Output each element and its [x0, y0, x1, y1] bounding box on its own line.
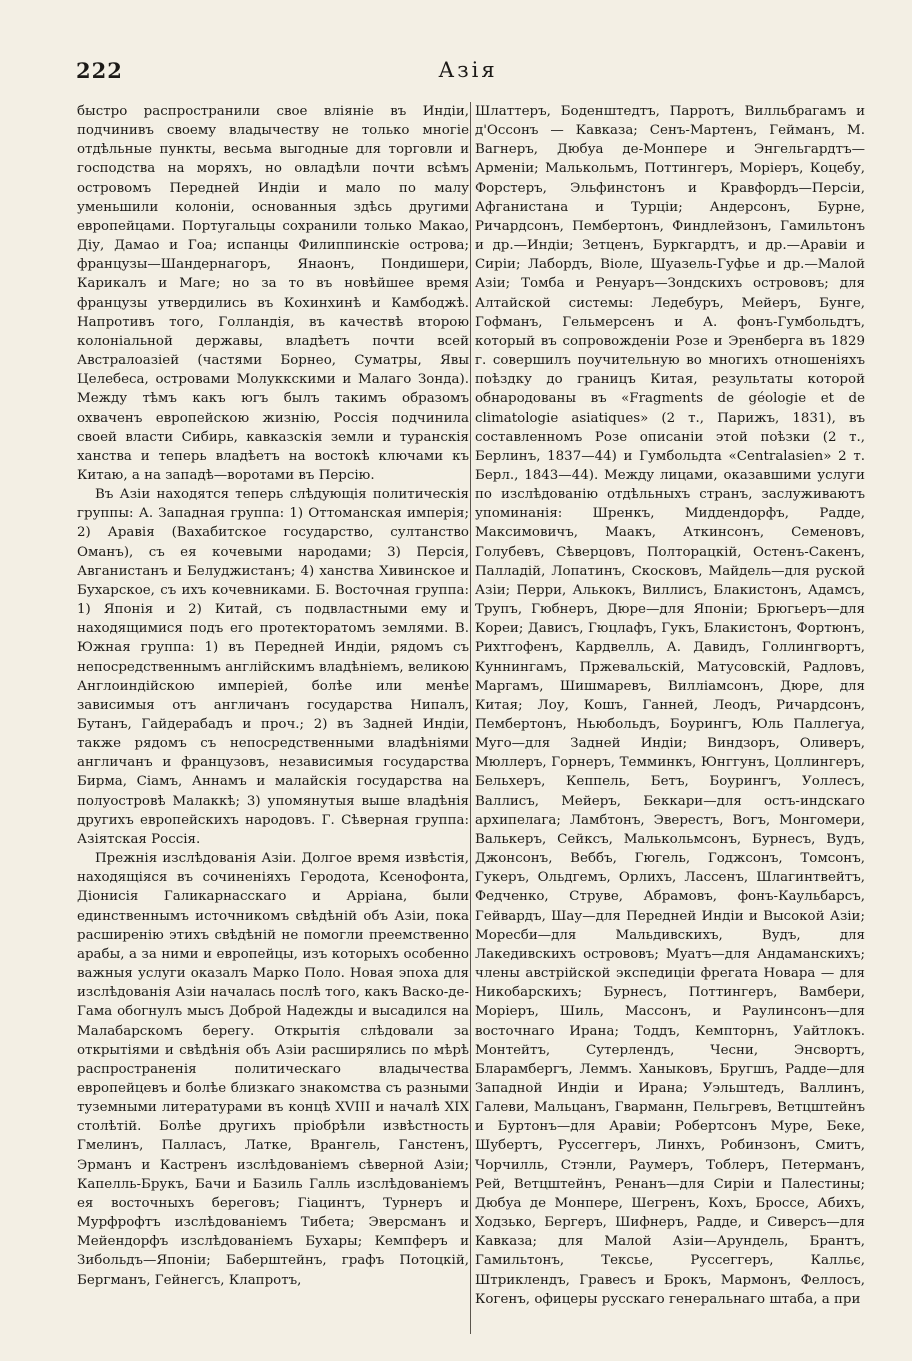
paragraph-early-research: Прежнія изслѣдованія Азіи. Долгое время извѣстія, находящіяся въ сочиненіяхъ Геродота, Ксенофонта, Діонисія Галикарнасскаго и Арріана, были единственнымъ источникомъ свѣдѣній объ Азіи, пока расширенію этихъ свѣдѣній не помогли преемственно арабы, а за ними и европейцы, изъ которыхъ особенно важныя услуги оказалъ Марко Поло. Новая эпоха для изслѣдованія Азіи началась послѣ того, какъ Васко-де-Гама обогнулъ мысъ Доброй Надежды и высадился на Малабарскомъ берегу. Открытія слѣдовали за открытіями и свѣдѣнія объ Азіи расширялись по мѣрѣ распространенія политическаго владычества европейцевъ и болѣе близкаго знакомства съ разными туземными литературами въ концѣ XVIII и началѣ XIX столѣтій. Болѣе другихъ пріобрѣли извѣстность Гмелинъ, Палласъ, Латке, Врангель, Ганстенъ, Эрманъ и Кастренъ изслѣдованіемъ сѣверной Азіи; Капелль-Брукъ, Бачи и Базиль Галль изслѣдованіемъ ея восточныхъ береговъ; Гіацинтъ, Турнеръ и Мурфрофтъ изслѣдованіемъ Тибета; Эверсманъ и Мейендорфъ изслѣдованіемъ Бухары; Кемпферъ и Зибольдъ—Японіи; Баберштейнъ, графъ Потоцкій, Бергманъ, Гейнегсъ, Клапротъ,: [77, 851, 469, 1288]
page-number: 222: [76, 58, 123, 83]
page-header: [76, 58, 860, 88]
running-title: Азія: [438, 58, 498, 82]
left-column: [77, 102, 469, 1290]
paragraph-colonial-powers: быстро распространили свое вліяніе въ Индіи, подчинивъ своему владычеству не только многіе отдѣльные пункты, весьма выгодные для торговли и господства на моряхъ, но овладѣли почти всѣмъ островомъ Передней Индіи и мало по малу уменьшили колоніи, основанныя здѣсь другими европейцами. Португальцы сохранили только Макао, Діу, Дамао и Гоа; испанцы Филиппинскіе острова; французы—Шандернагоръ, Янаонъ, Пондишери, Карикалъ и Маге; но за то въ новѣйшее время французы утвердились въ Кохинхинѣ и Камбоджѣ. Напротивъ того, Голландія, въ качествѣ второю колоніальной державы, владѣетъ почти всей Австралоазіей (частями Борнео, Суматры, Явы Целебеса, островами Молуккскими и Малаго Зонда). Между тѣмъ какъ югъ былъ такимъ образомъ охваченъ европейскою жизнію, Россія подчинила своей власти Сибирь, кавказскія земли и туранскія ханства и теперь владѣетъ на востокѣ ключами къ Китаю, а на западѣ—воротами въ Персію.: [77, 104, 469, 483]
paragraph-political-groups: Въ Азіи находятся теперь слѣдующія политическія группы: А. Западная группа: 1) Оттоманская имперія; 2) Аравія (Вахабитское государство, султанство Оманъ), съ ея кочевыми народами; 3) Персія, Авганистанъ и Белуджистанъ; 4) ханства Хивинское и Бухарское, съ ихъ кочевниками. Б. Восточная группа: 1) Японія и 2) Китай, съ подвластными ему и находящимися подъ его протекторатомъ землями. В. Южная группа: 1) въ Передней Индіи, рядомъ съ непосредственнымъ англійскимъ владѣніемъ, великою Англоиндійскою имперіей, болѣе или менѣе зависимыя отъ англичанъ государства Нипалъ, Бутанъ, Гайдерабадъ и проч.; 2) въ Задней Индіи, также рядомъ съ непосредственными владѣніями англичанъ и французовъ, независимыя государства Бирма, Сіамъ, Аннамъ и малайскія государства на полуостровѣ Малаккѣ; 3) упомянутыя выше владѣнія другихъ европейскихъ народовъ. Г. Сѣверная группа: Азіятская Россія.: [77, 487, 469, 847]
column-divider: [470, 102, 471, 1334]
right-column: [475, 102, 865, 1309]
paragraph-explorers-list: Шлаттеръ, Боденштедтъ, Парротъ, Вилльбрагамъ и д'Оссонъ — Кавказа; Сенъ-Мартенъ, Гейманъ, М. Вагнеръ, Дюбуа де-Монпере и Энгельгардтъ—Арменіи; Малькольмъ, Поттингеръ, Моріеръ, Коцебу, Форстеръ, Эльфинстонъ и Кравфордъ—Персіи, Афганистана и Турціи; Андерсонъ, Бурне, Ричардсонъ, Пембертонъ, Финдлейзонъ, Гамильтонъ и др.—Индіи; Зетценъ, Буркгардтъ, и др.—Аравіи и Сиріи; Лабордъ, Віоле, Шуазель-Гуфье и др.—Малой Азіи; Томба и Ренуаръ—Зондскихъ острововъ; для Алтайской системы: Ледебуръ, Мейеръ, Бунге, Гофманъ, Гельмерсенъ и А. фонъ-Гумбольдтъ, который въ сопровожденіи Розе и Эренберга въ 1829 г. совершилъ поучительную во многихъ отношеніяхъ поѣздку до границъ Китая, результаты которой обнародованы въ «Fragments de géologie et de climatologie asiatiques» (2 т., Парижъ, 1831), въ составленномъ Розе описаніи этой поѣзки (2 т., Берлинъ, 1837—44) и Гумбольдта «Centralasien» 2 т. Берл., 1843—44). Между лицами, оказавшими услуги по изслѣдованію отдѣльныхъ странъ, заслуживаютъ упоминанія: Шренкъ, Миддендорфъ, Радде, Максимовичъ, Маакъ, Аткинсонъ, Семеновъ, Голубевъ, Сѣверцовъ, Полторацкій, Остенъ-Сакенъ, Палладій, Лопатинъ, Скосковъ, Майдель—для руской Азіи; Перри, Алькокъ, Виллисъ, Блакистонъ, Адамсъ, Трупъ, Гюбнеръ, Дюре—для Японіи; Брюгьеръ—для Кореи; Дависъ, Гюцлафъ, Гукъ, Блакистонъ, Фортюнъ, Рихтгофенъ, Кардвелль, А. Давидъ, Голлингвортъ, Куннингамъ, Пржевальскій, Матусовскій, Радловъ, Маргамъ, Шишмаревъ, Вилліамсонъ, Дюре, для Китая; Лоу, Кошъ, Ганней, Леодъ, Ричардсонъ, Пембертонъ, Ньюбольдъ, Боурингъ, Юль Паллегуа, Муго—для Задней Индіи; Виндзоръ, Оливеръ, Мюллеръ, Горнеръ, Темминкъ, Юнггунъ, Цоллингеръ, Бельхеръ, Кеппель, Бетъ, Боурингъ, Уоллесъ, Валлисъ, Мейеръ, Беккари—для остъ-индскаго архипелага; Ламбтонъ, Эверестъ, Вогъ, Монгомери, Валькеръ, Сейксъ, Малькольмсонъ, Бурнесъ, Вудъ, Джонсонъ, Веббъ, Гюгель, Годжсонъ, Томсонъ, Гукеръ, Ольдгемъ, Орлихъ, Лассенъ, Шлагинтвейтъ, Федченко, Струве, Абрамовъ, фонъ-Каульбарсъ, Гейвардъ, Шау—для Передней Индіи и Высокой Азіи; Моресби—для Мальдивскихъ, Вудъ, для Лакедивскихъ острововъ; Муатъ—для Андаманскихъ; члены австрійской экспедиціи фрегата Новара — для Никобарскихъ; Бурнесъ, Поттингеръ, Вамбери, Моріеръ, Шиль, Массонъ, и Раулинсонъ—для восточнаго Ирана; Тоддъ, Кемпторнъ, Уайтлокъ. Монтейтъ, Сутерлендъ, Чесни, Энсвортъ, Бларамбергъ, Леммъ. Ханыковъ, Бругшъ, Радде—для Западной Индіи и Ирана; Уэльштедъ, Валлинъ, Галеви, Мальцанъ, Гварманн, Пельгревъ, Ветцштейнъ и Буртонъ—для Аравіи; Робертсонъ Муре, Беке, Шубертъ, Руссеггеръ, Линхъ, Робинзонъ, Смитъ, Чорчилль, Стэнли, Раумеръ, Тоблеръ, Петерманъ, Рей, Ветцштейнъ, Ренанъ—для Сиріи и Палестины; Дюбуа де Монпере, Шегренъ, Кохъ, Броссе, Абихъ, Ходзько, Бергеръ, Шифнеръ, Радде, и Сиверсъ—для Кавказа; для Малой Азіи—Арундель, Брантъ, Гамильтонъ, Тексье, Руссеггеръ, Калльє, Штриклендъ, Гравесъ и Брокъ, Мармонъ, Феллосъ, Когенъ, офицеры русскаго генеральнаго штаба, а при: [475, 104, 865, 1307]
